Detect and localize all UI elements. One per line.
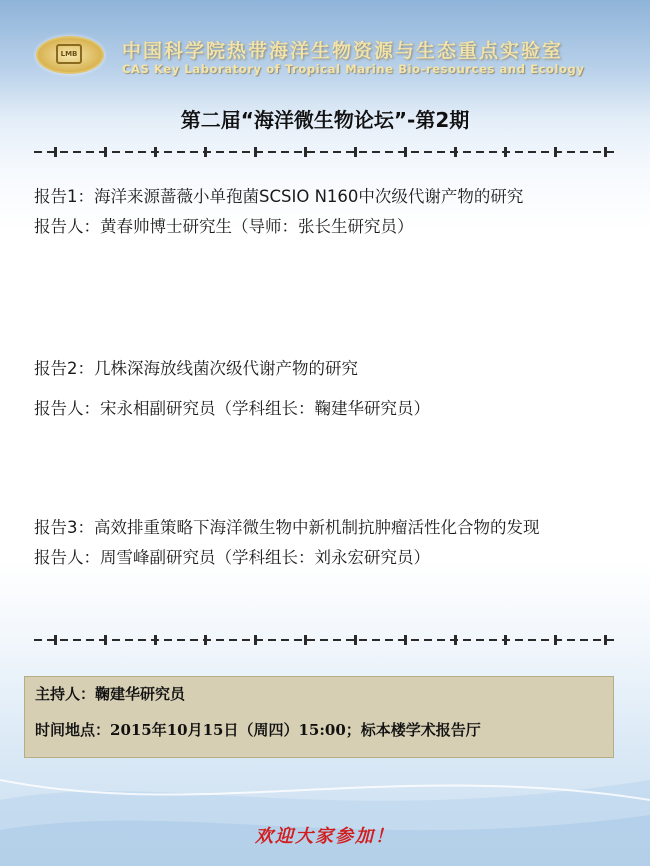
background-wave (0, 760, 650, 866)
event-info-box (24, 676, 614, 758)
org-name-en: CAS Key Laboratory of Tropical Marine Bio-resources and Ecology (122, 62, 585, 76)
host-line: 主持人：鞠建华研究员 (35, 685, 186, 703)
lab-logo (36, 36, 104, 74)
header-banner (0, 0, 650, 95)
page-title: 第二届“海洋微生物论坛”-第2期 (180, 108, 470, 132)
logo-mark: LMB (56, 44, 82, 64)
report-2-speaker: 报告人：宋永相副研究员（学科组长：鞠建华研究员） (34, 399, 430, 418)
report-1-speaker: 报告人：黄春帅博士研究生（导师：张长生研究员） (34, 217, 414, 236)
welcome-text: 欢迎大家参加！ (255, 826, 395, 847)
report-3-topic: 报告3：高效排重策略下海洋微生物中新机制抗肿瘤活性化合物的发现 (34, 518, 540, 537)
report-1-topic: 报告1：海洋来源蔷薇小单孢菌SCSIO N160中次级代谢产物的研究 (34, 187, 524, 206)
bottom-divider (34, 634, 618, 646)
org-name-cn: 中国科学院热带海洋生物资源与生态重点实验室 (122, 40, 564, 62)
report-1 (34, 186, 624, 238)
report-3-speaker: 报告人：周雪峰副研究员（学科组长：刘永宏研究员） (34, 548, 430, 567)
report-2 (34, 358, 624, 420)
time-place-line: 时间地点：2015年10月15日（周四）15:00；标本楼学术报告厅 (35, 721, 481, 739)
report-3 (34, 517, 624, 569)
report-2-topic: 报告2：几株深海放线菌次级代谢产物的研究 (34, 359, 358, 378)
top-divider (34, 146, 618, 158)
